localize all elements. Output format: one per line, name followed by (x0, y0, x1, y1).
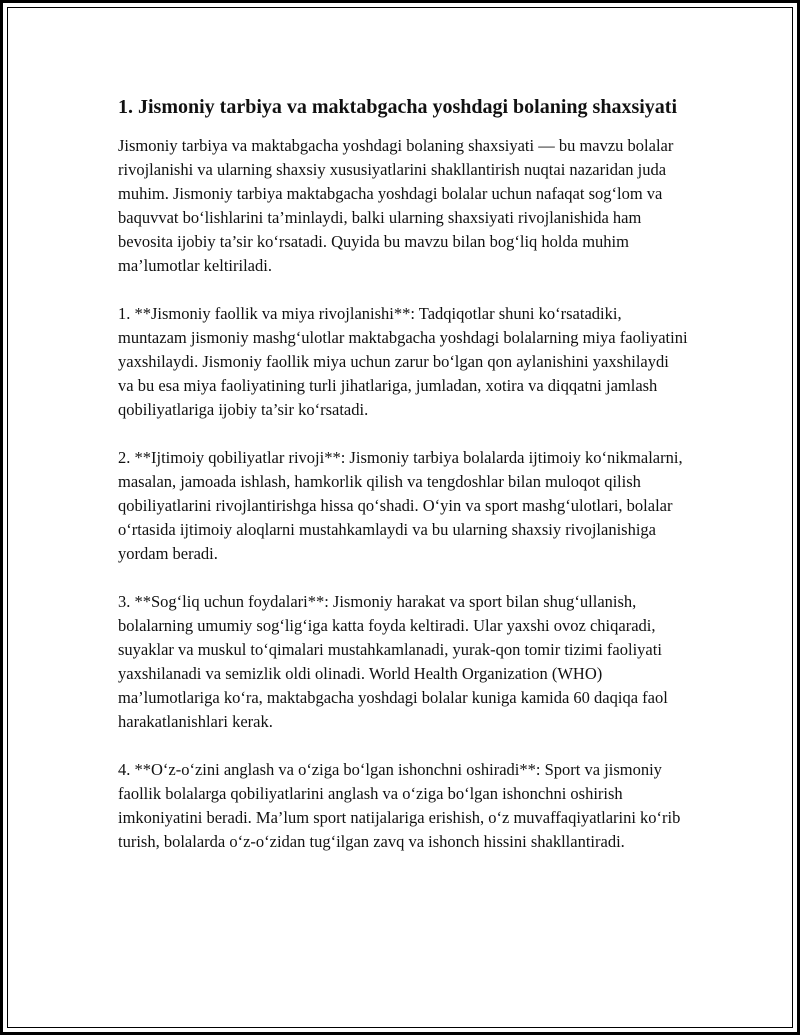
point-1-paragraph: 1. **Jismoniy faollik va miya rivojlanishi**: Tadqiqotlar shuni ko‘rsatadiki, muntazam jismoniy mashg‘ulotlar maktabgacha yoshdagi bolalarning miya faoliyatini yaxshilaydi. Jismoniy faollik miya uchun zarur bo‘lgan qon aylanishini yaxshilaydi va bu esa miya faoliyatining turli jihatlariga, jumladan, xotira va diqqatni jamlash qobiliyatlariga ijobiy ta’sir ko‘rsatadi. (118, 304, 688, 419)
point-3-paragraph: 3. **Sog‘liq uchun foydalari**: Jismoniy harakat va sport bilan shug‘ullanish, bolalarning umumiy sog‘lig‘iga katta foyda keltiradi. Ular yaxshi ovoz chiqaradi, suyaklar va muskul to‘qimalari mustahkamlanadi, yurak-qon tomir tizimi faoliyati yaxshilanadi va semizlik oldi olinadi. World Health Organization (WHO) ma’lumotlariga ko‘ra, maktabgacha yoshdagi bolalar kuniga kamida 60 daqiqa faol harakatlanishlari kerak. (118, 592, 668, 731)
point-2-paragraph: 2. **Ijtimoiy qobiliyatlar rivoji**: Jismoniy tarbiya bolalarda ijtimoiy ko‘nikmalarni, masalan, jamoada ishlash, hamkorlik qilish va tengdoshlar bilan muloqot qilish qobiliyatlarini rivojlantirishga hissa qo‘shadi. O‘yin va sport mashg‘ulotlari, bolalar o‘rtasida ijtimoiy aloqlarni mustahkamlaydi va bu ularning shaxsiy rivojlanishiga yordam beradi. (118, 448, 683, 563)
point-4-paragraph: 4. **O‘z-o‘zini anglash va o‘ziga bo‘lgan ishonchni oshiradi**: Sport va jismoniy faollik bolalarga qobiliyatlarini anglash va o‘ziga bo‘lgan ishonchni oshirish imkoniyatini beradi. Ma’lum sport natijalariga erishish, o‘z muvaffaqiyatlarini ko‘rib turish, bolalarda o‘z-o‘zidan tug‘ilgan zavq va ishonch hissini shakllantiradi. (118, 760, 681, 851)
document-body (118, 94, 688, 878)
section-heading: 1. Jismoniy tarbiya va maktabgacha yoshdagi bolaning shaxsiyati (118, 96, 677, 118)
intro-paragraph: Jismoniy tarbiya va maktabgacha yoshdagi bolaning shaxsiyati — bu mavzu bolalar rivojlanishi va ularning shaxsiy xususiyatlarini shakllantirish nuqtai nazaridan juda muhim. Jismoniy tarbiya maktabgacha yoshdagi bolalar uchun nafaqat sog‘lom va baquvvat bo‘lishlarini ta’minlaydi, balki ularning shaxsiyati rivojlanishida ham bevosita ijobiy ta’sir ko‘rsatadi. Quyida bu mavzu bilan bog‘liq holda muhim ma’lumotlar keltiriladi. (118, 136, 674, 275)
